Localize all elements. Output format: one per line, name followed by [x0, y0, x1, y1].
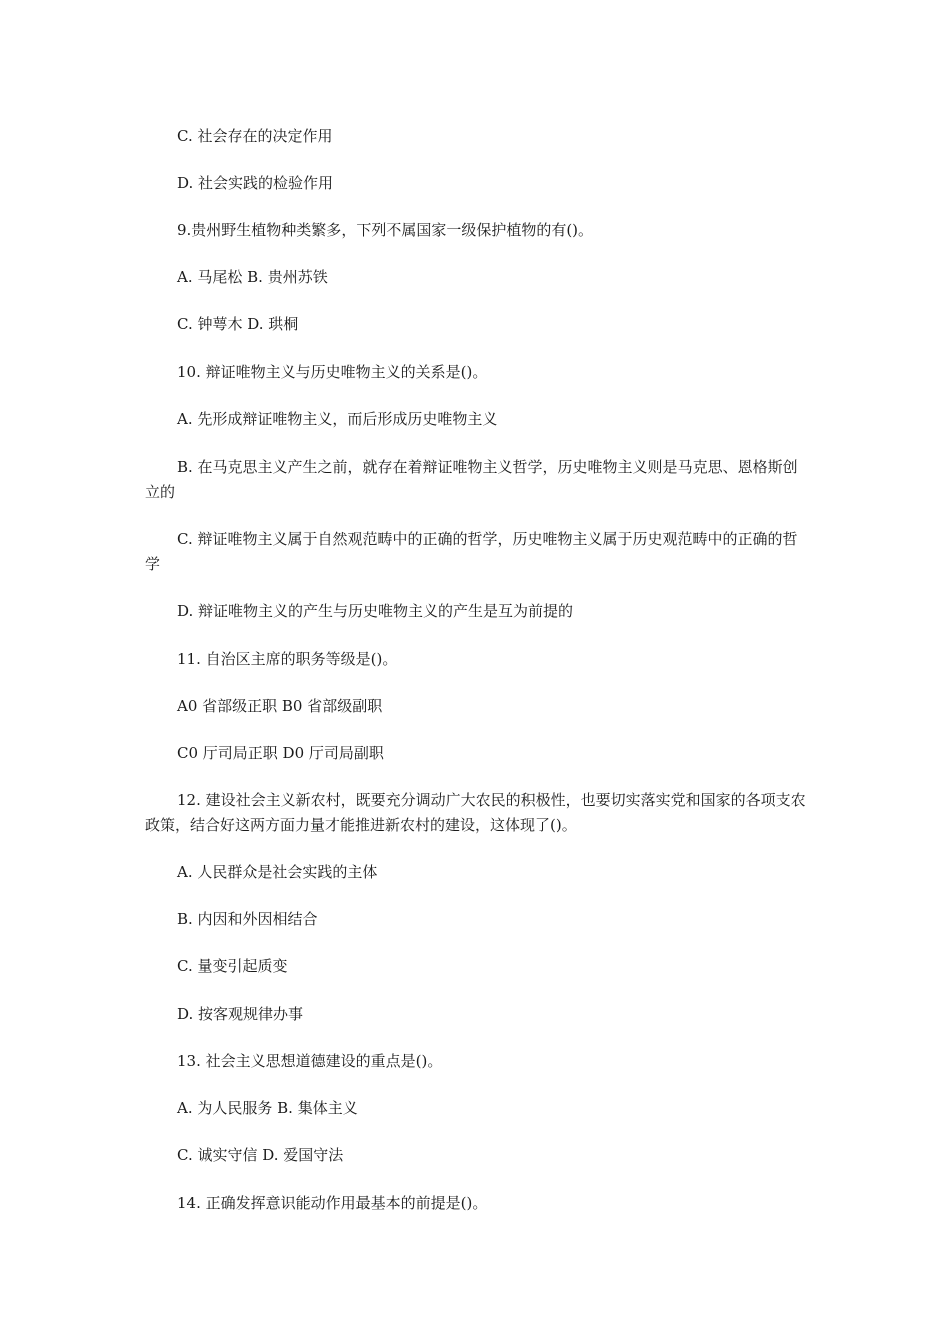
options-13cd: C. 诚实守信 D. 爱国守法: [177, 1146, 344, 1164]
option-10c: C. 辩证唯物主义属于自然观范畴中的正确的哲学，历史唯物主义属于历史观范畴中的正确的哲学: [145, 530, 798, 573]
question-11: 11. 自治区主席的职务等级是()。: [177, 650, 398, 668]
question-12: 12. 建设社会主义新农村，既要充分调动广大农民的积极性，也要切实落实党和国家的各项支农政策，结合好这两方面力量才能推进新农村的建设，这体现了()。: [145, 791, 806, 834]
question-9: 9.贵州野生植物种类繁多，下列不属国家一级保护植物的有()。: [177, 221, 594, 239]
options-13ab: A. 为人民服务 B. 集体主义: [177, 1099, 358, 1117]
option-12b: B. 内因和外因相结合: [177, 910, 318, 928]
question-14: 14. 正确发挥意识能动作用最基本的前提是()。: [177, 1194, 488, 1212]
option-10b: B. 在马克思主义产生之前，就存在着辩证唯物主义哲学，历史唯物主义则是马克思、恩格斯创立的: [145, 458, 798, 501]
option-12c: C. 量变引起质变: [177, 957, 288, 975]
option-8c: C. 社会存在的决定作用: [177, 127, 333, 145]
options-11ab: A0 省部级正职 B0 省部级副职: [177, 697, 383, 715]
option-12a: A. 人民群众是社会实践的主体: [177, 863, 378, 881]
options-11cd: C0 厅司局正职 D0 厅司局副职: [177, 744, 384, 762]
option-8d: D. 社会实践的检验作用: [177, 174, 334, 192]
option-12d: D. 按客观规律办事: [177, 1005, 304, 1023]
options-9cd: C. 钟萼木 D. 珙桐: [177, 315, 299, 333]
question-13: 13. 社会主义思想道德建设的重点是()。: [177, 1052, 443, 1070]
question-10: 10. 辩证唯物主义与历史唯物主义的关系是()。: [177, 363, 488, 381]
option-10d: D. 辩证唯物主义的产生与历史唯物主义的产生是互为前提的: [177, 602, 574, 620]
options-9ab: A. 马尾松 B. 贵州苏铁: [177, 268, 328, 286]
option-10a: A. 先形成辩证唯物主义，而后形成历史唯物主义: [177, 410, 498, 428]
